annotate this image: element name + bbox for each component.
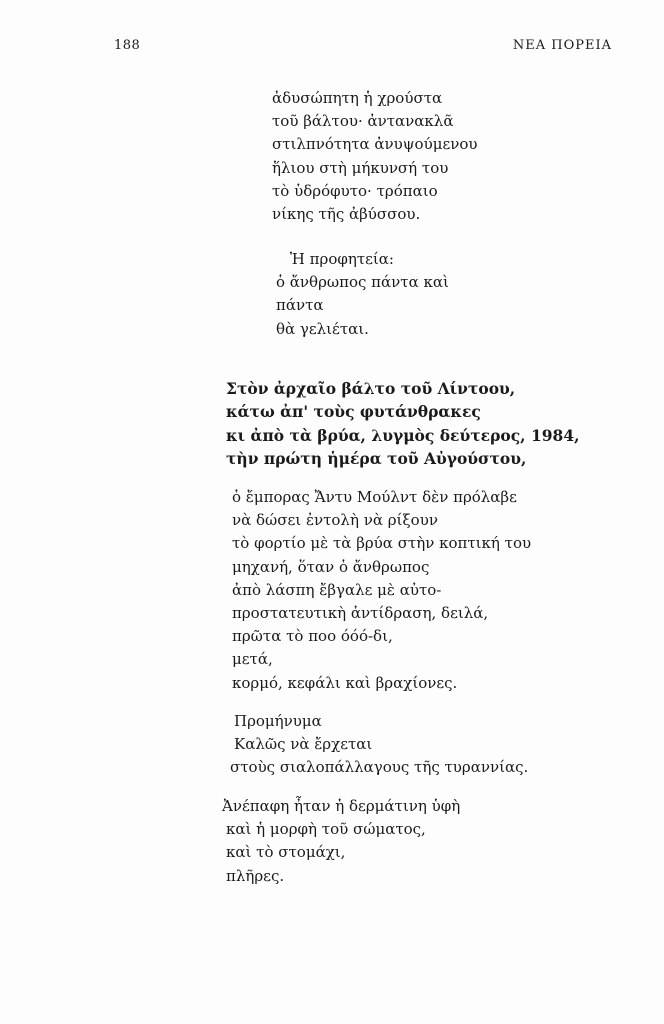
poem-line: πρῶτα τὸ ποο όόό-δι, bbox=[232, 627, 393, 646]
poem-line: νὰ δώσει ἐντολὴ νὰ ρίξουν bbox=[232, 511, 438, 530]
poem-line: Προμήνυμα bbox=[234, 712, 322, 730]
poem-line: στιλπνότητα ἀνυψούμενου bbox=[272, 135, 478, 154]
poem-line: ἀδυσώπητη ἡ χρούστα bbox=[272, 89, 443, 107]
poem-line: τοῦ βάλτου· ἀντανακλᾶ bbox=[272, 112, 454, 131]
poem-line: προστατευτικὴ ἀντίδραση, δειλά, bbox=[232, 604, 489, 623]
poem-line: καὶ τὸ στομάχι, bbox=[226, 843, 346, 862]
poem-line: ἀπὸ λάσπη ἔβγαλε μὲ αὐτο- bbox=[232, 580, 442, 599]
poem-line: τὸ φορτίο μὲ τὰ βρύα στὴν κοπτική του bbox=[232, 534, 532, 553]
page-number: 188 bbox=[114, 38, 141, 53]
poem-line: ἥλιου στὴ μήκυνσή του bbox=[272, 158, 449, 177]
stanza-4 bbox=[232, 486, 531, 695]
stanza-3-bold bbox=[226, 377, 580, 471]
poem-line: Ἀνέπαφη ἦταν ἡ δερμάτινη ὑφὴ bbox=[222, 797, 461, 815]
stanza-1 bbox=[272, 87, 477, 226]
poem-line: κορμό, κεφάλι καὶ βραχίονες. bbox=[232, 673, 458, 692]
poem-line: τὸ ὑδρόφυτο· τρόπαιο bbox=[272, 181, 438, 200]
poem-line: κι ἀπὸ τὰ βρύα, λυγμὸς δεύτερος, 1984, bbox=[226, 425, 580, 445]
running-head: ΝΕΑ ΠΟΡΕΙΑ bbox=[512, 38, 612, 53]
poem-line: Ἡ προφητεία: bbox=[290, 250, 394, 268]
poem-line: μετά, bbox=[232, 650, 273, 669]
poem-line: νίκης τῆς ἀβύσσου. bbox=[272, 205, 421, 224]
poem-line: ὁ ἄνθρωπος πάντα καὶ bbox=[276, 273, 449, 292]
poem-line: ὁ ἔμπορας Ἄντυ Μούλντ δὲν πρόλαβε bbox=[232, 488, 517, 506]
stanza-5 bbox=[230, 710, 528, 780]
poem-line: καὶ ἡ μορφὴ τοῦ σώματος, bbox=[226, 820, 426, 839]
poem-line: στοὺς σιαλοπάλλαγους τῆς τυραννίας. bbox=[230, 758, 529, 777]
stanza-2 bbox=[276, 248, 449, 341]
poem-line: κάτω ἀπ' τοὺς φυτάνθρακες bbox=[226, 402, 481, 422]
poem-line: Στὸν ἀρχαῖο βάλτο τοῦ Λίντοου, bbox=[226, 379, 516, 398]
poem-line: τὴν πρώτη ἡμέρα τοῦ Αὐγούστου, bbox=[226, 449, 527, 469]
poem-line: πλῆρες. bbox=[226, 866, 285, 885]
poem-line: Καλῶς νὰ ἔρχεται bbox=[234, 735, 373, 754]
poem-line: πάντα bbox=[276, 296, 324, 315]
poem-line: μηχανή, ὅταν ὁ ἄνθρωπος bbox=[232, 557, 430, 576]
poem-line: θὰ γελιέται. bbox=[276, 319, 369, 338]
stanza-6 bbox=[222, 795, 460, 888]
